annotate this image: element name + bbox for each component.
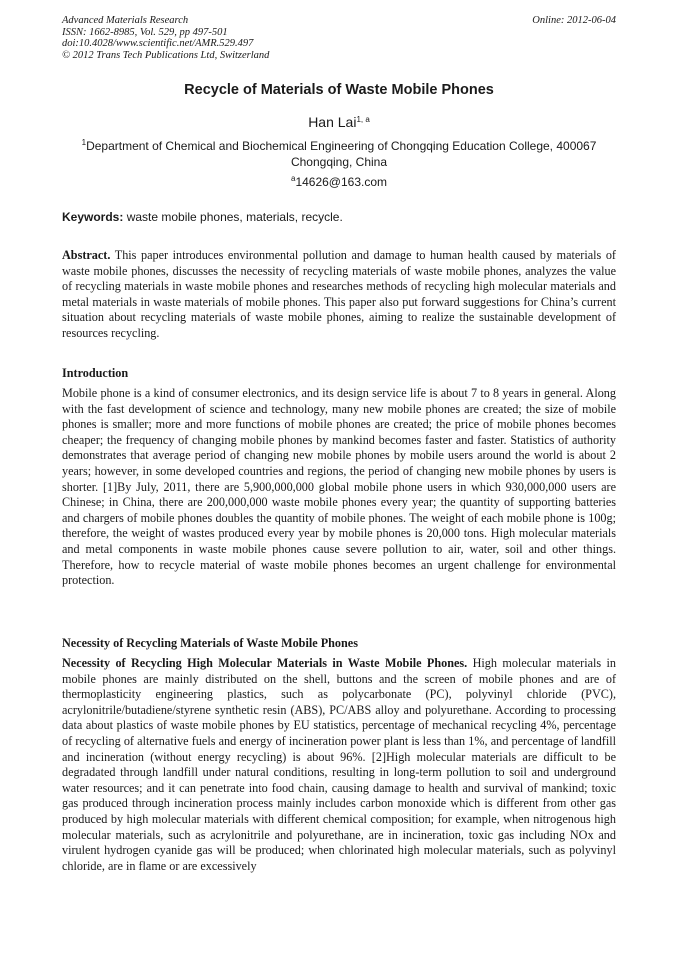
email-superscript: a [290, 174, 296, 183]
journal-header [62, 15, 616, 61]
keywords [62, 210, 616, 224]
issn-line: ISSN: 1662-8985, Vol. 529, pp 497-501 [62, 26, 228, 38]
copyright-line: © 2012 Trans Tech Publications Ltd, Switzerland [62, 49, 270, 61]
necessity-heading: Necessity of Recycling Materials of Waste Mobile Phones [62, 636, 358, 650]
author-line [62, 114, 616, 130]
abstract-label: Abstract. [62, 248, 111, 262]
affiliation [62, 138, 616, 170]
author-superscript: 1, a [356, 115, 370, 124]
necessity-subheading: Necessity of Recycling High Molecular Materials in Waste Mobile Phones. [62, 656, 468, 670]
keywords-label: Keywords: [62, 210, 124, 224]
online-date: Online: 2012-06-04 [532, 15, 616, 26]
author-name: Han Lai [308, 114, 357, 130]
keywords-text: waste mobile phones, materials, recycle. [123, 210, 343, 224]
necessity-text: High molecular materials in mobile phones are mainly distributed on the shell, buttons and the screen of mobile phones and are of thermoplasticity engineering plastics, such as polycarbonate (PC), polyvinyl chloride (PVC), acrylonitrile/butadiene/styrene synthetic resin (ABS), PC/ABS alloy and polyurethane. According to processing data about plastics of waste mobile phones by EU statistics, percentage of mechanical recycling 4%, percentage of recycling of alternative fuels and energy of incineration power plant is less than 1%, and percentage of landfill and incineration (without energy recycling) is about 96%. [2]High molecular materials are difficult to be degradated through landfill under natural conditions, resulting in long-term pollution to soil and underground water resources; and it can penetrate into food chain, causing damage to health and survival of mankind; toxic gas produced through incineration process mainly includes carbon monoxide which is different from other gas produced by high molecular materials with different chemical composition; for example, when nitrogenous high molecular materials, such as acrylonitrile and polyurethane, are in incineration, toxic gas including NOx and virulent hydrogen cyanide gas will be produced; when chlorinated high molecular materials, such as polyvinyl chloride, are in flame or are excessively [62, 656, 617, 873]
affiliation-superscript: 1 [81, 138, 87, 147]
abstract [62, 248, 616, 342]
affiliation-line-2: Chongqing, China [290, 155, 388, 169]
introduction-heading: Introduction [62, 366, 129, 380]
doi-line: doi:10.4028/www.scientific.net/AMR.529.497 [62, 38, 254, 49]
abstract-text: This paper introduces environmental pollution and damage to human health caused by materials of waste mobile phones, discusses the necessity of recycling materials of waste mobile phones, analyzes the value of recycling materials in waste mobile phones and researches methods of recycling high molecular materials and metal materials in waste materials of mobile phones. This paper also put forward suggestions for China’s current situation about recycling materials of waste mobile phones, aiming to realize the sustainable development of resources recycling. [62, 248, 616, 340]
author-email [62, 175, 616, 189]
introduction-text: Mobile phone is a kind of consumer electronics, and its design service life is about 7 to 8 years in general. Along with the fast development of science and technology, many new mobile phones are created; the size of mobile phones is smaller; more and more functions of mobile phones are created; the price of mobile phones becomes cheaper; the frequency of changing mobile phones by mankind becomes faster and faster. Statistics of authority demonstrates that average period of changing new mobile phones by mobile users around the world is about 2 years; however, in some developed countries and regions, the period of changing new mobile phones by users is shorter. [1]By July, 2011, there are 5,900,000,000 global mobile phone users in which 930,000,000 users are Chinese; in China, there are 200,000,000 waste mobile phones every year; the quantity of supporting batteries and chargers of mobile phones doubles the quantity of mobile phones. The weight of each mobile phone is 100g; therefore, the weight of wastes produced every year by mobile phones is 20,000 tons. High molecular materials and metal components in waste mobile phones cause severe pollution to air, water, soil and other things. Therefore, how to recycle material of waste mobile phones becomes an urgent challenge for environmental protection. [62, 386, 616, 588]
paper-title: Recycle of Materials of Waste Mobile Phones [184, 82, 494, 98]
journal-name: Advanced Materials Research [62, 15, 189, 26]
email-address: 14626@163.com [295, 175, 388, 189]
affiliation-line-1: Department of Chemical and Biochemical Engineering of Chongqing Education College, 400067 [86, 139, 597, 153]
necessity-paragraph [62, 656, 616, 874]
